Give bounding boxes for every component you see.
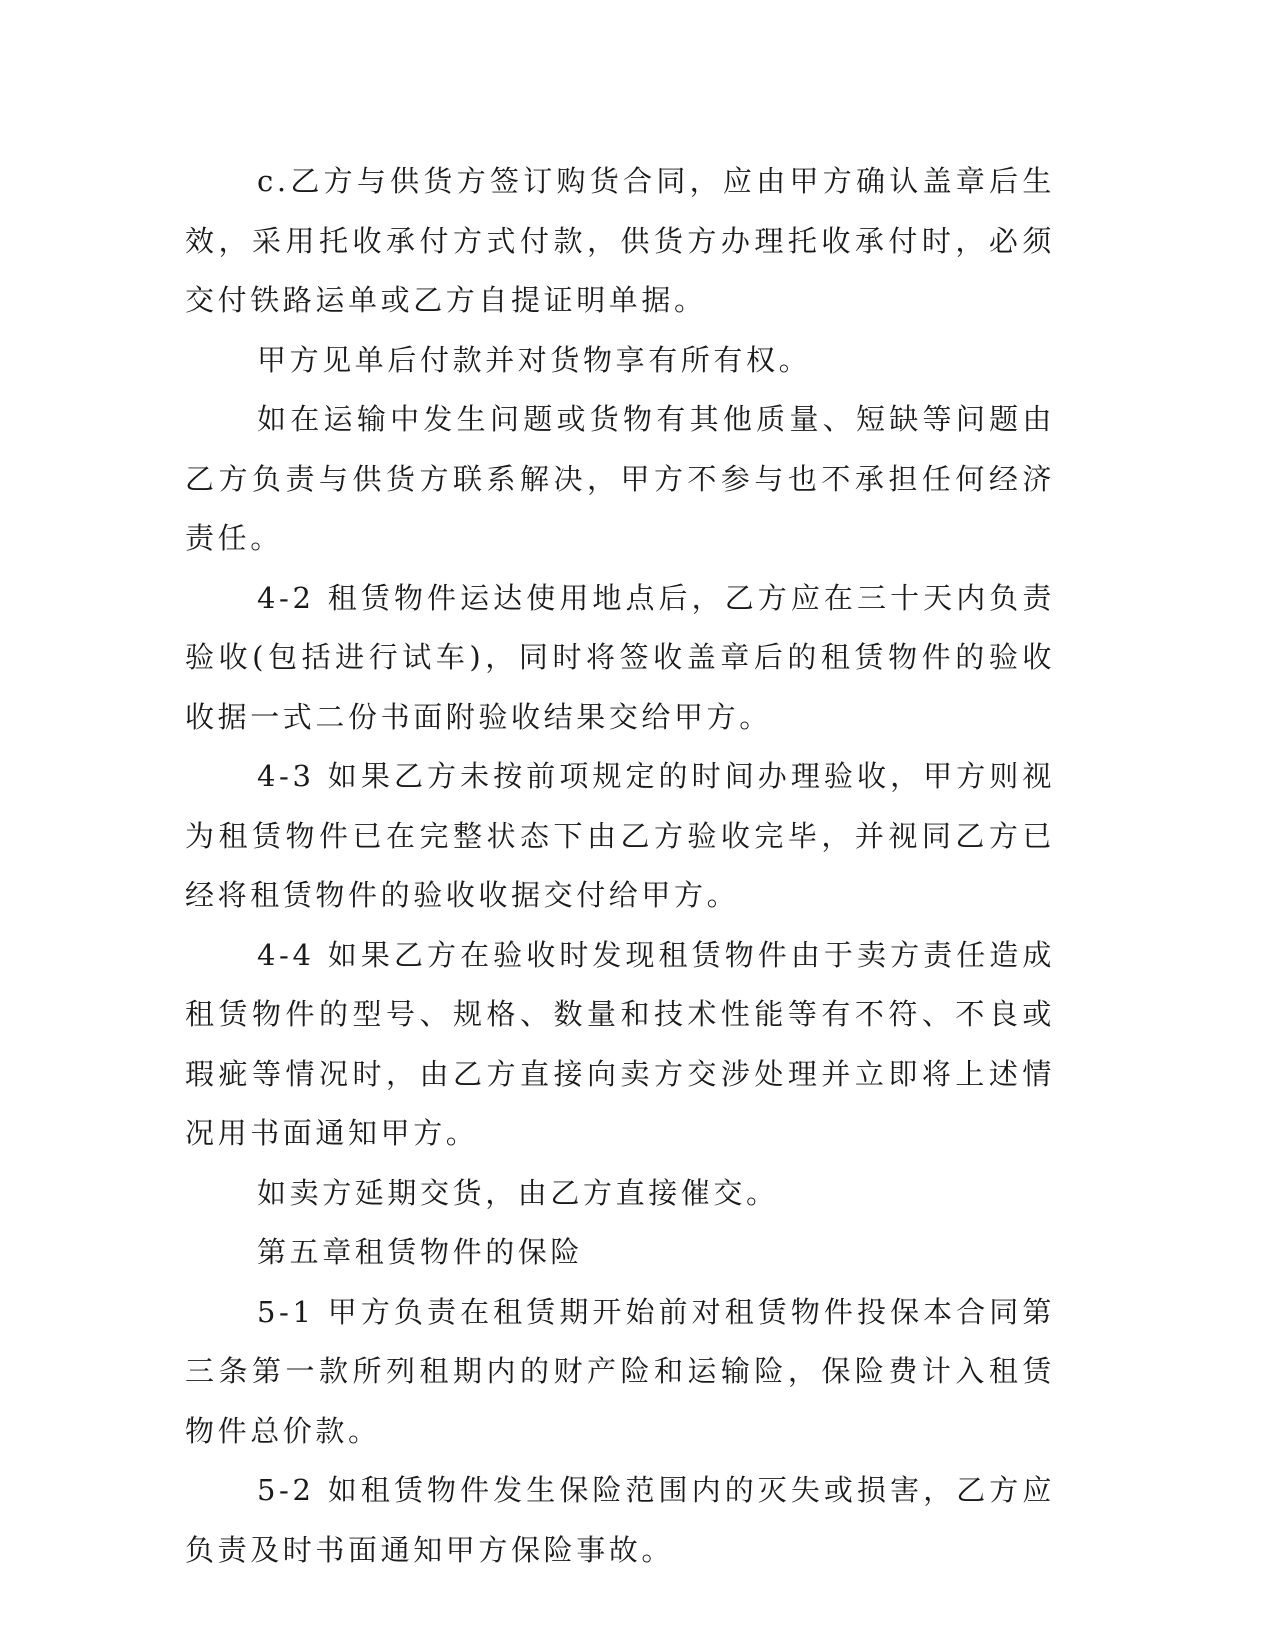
paragraph-clause-4-2: 4-2 租赁物件运达使用地点后，乙方应在三十天内负责验收(包括进行试车)，同时将签收盖章后的租赁物件的验收收据一式二份书面附验收结果交给甲方。 — [185, 580, 1055, 734]
paragraph-clause-4-3: 4-3 如果乙方未按前项规定的时间办理验收，甲方则视为租赁物件已在完整状态下由乙方验收完毕，并视同乙方已经将租赁物件的验收收据交付给甲方。 — [185, 759, 1055, 912]
paragraph-ownership: 甲方见单后付款并对货物享有所有权。 — [257, 342, 812, 377]
paragraph-clause-5-2: 5-2 如租赁物件发生保险范围内的灭失或损害，乙方应负责及时书面通知甲方保险事故。 — [185, 1473, 1055, 1567]
paragraph-clause-4-4: 4-4 如果乙方在验收时发现租赁物件由于卖方责任造成租赁物件的型号、规格、数量和技术性能等有不符、不良或瑕疵等情况时，由乙方直接向卖方交涉处理并立即将上述情况用书面通知甲方。 — [185, 937, 1055, 1150]
paragraph-transport-issues: 如在运输中发生问题或货物有其他质量、短缺等问题由乙方负责与供货方联系解决，甲方不参与也不承担任何经济责任。 — [185, 402, 1055, 555]
chapter-heading-insurance: 第五章租赁物件的保险 — [257, 1235, 584, 1269]
paragraph-delayed-delivery: 如卖方延期交货，由乙方直接催交。 — [257, 1175, 779, 1210]
document-body — [185, 152, 1055, 1580]
paragraph-payment-terms: c.乙方与供货方签订购货合同，应由甲方确认盖章后生效，采用托收承付方式付款，供货方办理托收承付时，必须交付铁路运单或乙方自提证明单据。 — [185, 164, 1055, 317]
paragraph-clause-5-1: 5-1 甲方负责在租赁期开始前对租赁物件投保本合同第三条第一款所列租期内的财产险和运输险，保险费计入租赁物件总价款。 — [185, 1294, 1055, 1448]
